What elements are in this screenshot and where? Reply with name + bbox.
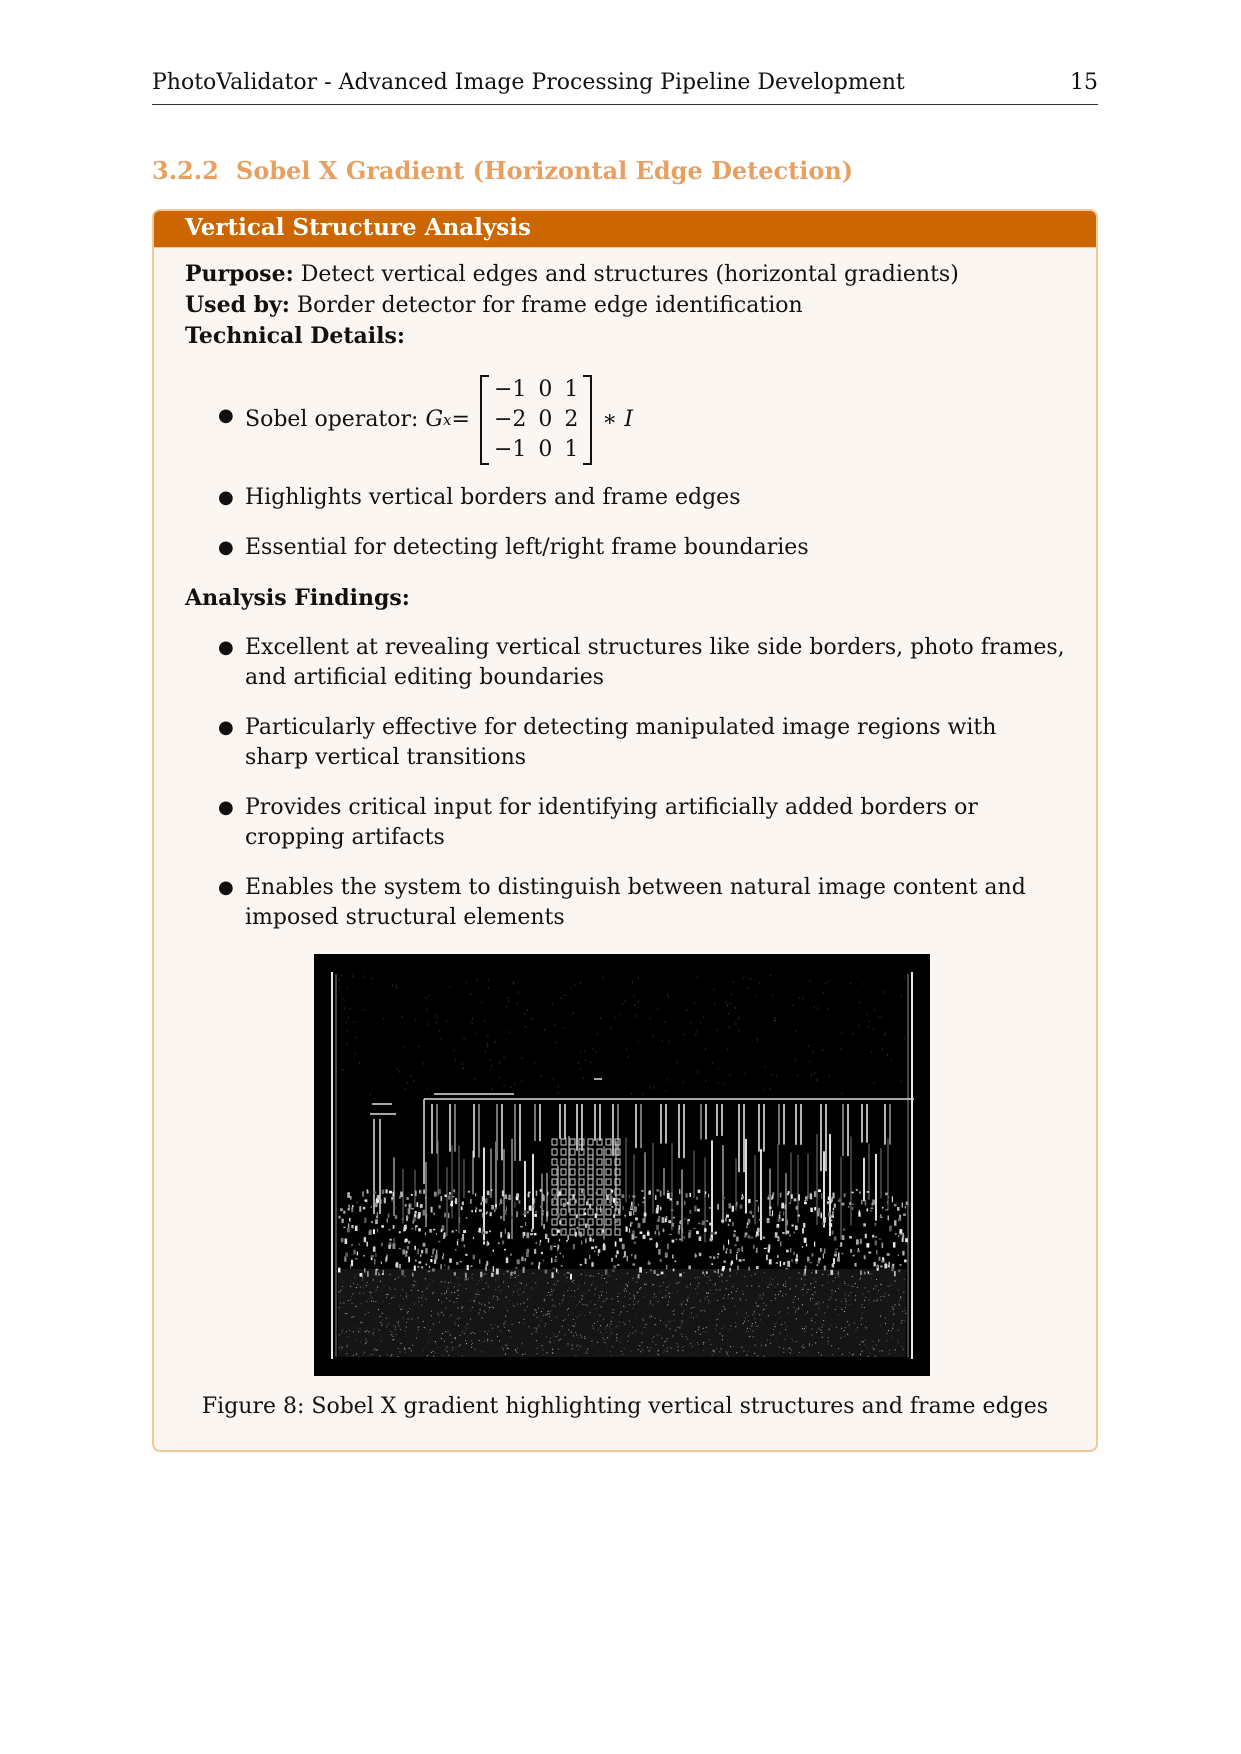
- running-header: [152, 70, 1098, 105]
- sobel-equals: =: [451, 407, 470, 432]
- bullet-icon: ●: [218, 487, 234, 508]
- used-by-line: [185, 290, 1065, 321]
- bullet-icon: ●: [218, 797, 234, 818]
- finding-text: Provides critical input for identifying artificially added borders or cropping artifacts: [245, 795, 978, 850]
- technical-bullet: [185, 483, 1065, 513]
- matrix-cell: 2: [564, 407, 579, 432]
- box-content: [185, 259, 1065, 933]
- bullet-icon: ●: [218, 877, 234, 898]
- technical-bullet-text: Essential for detecting left/right frame boundaries: [245, 535, 809, 560]
- finding-item: [185, 873, 1065, 933]
- analysis-box: [152, 209, 1098, 1452]
- sobel-subscript: x: [443, 411, 452, 429]
- matrix-cell: 0: [538, 437, 553, 462]
- page-number: 15: [1070, 70, 1098, 95]
- sobel-operator-item: [185, 375, 1065, 465]
- bullet-icon: ●: [218, 637, 234, 658]
- bullet-icon: ●: [218, 405, 234, 426]
- finding-text: Particularly effective for detecting manipulated image regions with sharp vertical transitions: [245, 715, 997, 770]
- technical-list: [185, 375, 1065, 563]
- finding-item: [185, 793, 1065, 853]
- purpose-text: Detect vertical edges and structures (horizontal gradients): [300, 262, 959, 287]
- matrix-cell: −1: [493, 437, 527, 462]
- purpose-line: [185, 259, 1065, 290]
- section-heading: [152, 156, 853, 186]
- finding-text: Excellent at revealing vertical structures like side borders, photo frames, and artificial editing boundaries: [245, 635, 1065, 690]
- sobel-suffix: ∗ I: [602, 407, 634, 432]
- used-by-label: Used by:: [185, 292, 290, 318]
- section-title: Sobel X Gradient (Horizontal Edge Detection): [236, 156, 854, 185]
- technical-bullet: [185, 533, 1065, 563]
- finding-item: [185, 633, 1065, 693]
- box-title: Vertical Structure Analysis: [154, 211, 1096, 248]
- sobel-matrix: [480, 375, 592, 465]
- matrix-cell: 0: [538, 377, 553, 402]
- figure-caption: Figure 8: Sobel X gradient highlighting vertical structures and frame edges: [201, 1394, 1049, 1419]
- edge-image: [314, 954, 930, 1376]
- matrix-cell: 1: [564, 437, 579, 462]
- matrix-cell: −2: [493, 407, 527, 432]
- matrix-cell: 0: [538, 407, 553, 432]
- bullet-icon: ●: [218, 717, 234, 738]
- technical-bullet-text: Highlights vertical borders and frame edges: [245, 485, 741, 510]
- findings-heading: Analysis Findings:: [185, 585, 410, 611]
- matrix-cell: −1: [493, 377, 527, 402]
- used-by-text: Border detector for frame edge identification: [296, 293, 803, 318]
- header-title: PhotoValidator - Advanced Image Processing Pipeline Development: [152, 70, 905, 95]
- sobel-prefix: Sobel operator:: [245, 407, 419, 432]
- matrix-cell: 1: [564, 377, 579, 402]
- findings-list: [185, 633, 1065, 933]
- finding-text: Enables the system to distinguish between natural image content and imposed structural elements: [245, 875, 1026, 930]
- technical-details-heading: Technical Details:: [185, 323, 405, 349]
- bullet-icon: ●: [218, 537, 234, 558]
- sobel-x-figure: [314, 954, 930, 1376]
- purpose-label: Purpose:: [185, 261, 294, 287]
- section-number: 3.2.2: [152, 156, 219, 185]
- finding-item: [185, 713, 1065, 773]
- sobel-symbol: G: [425, 407, 444, 432]
